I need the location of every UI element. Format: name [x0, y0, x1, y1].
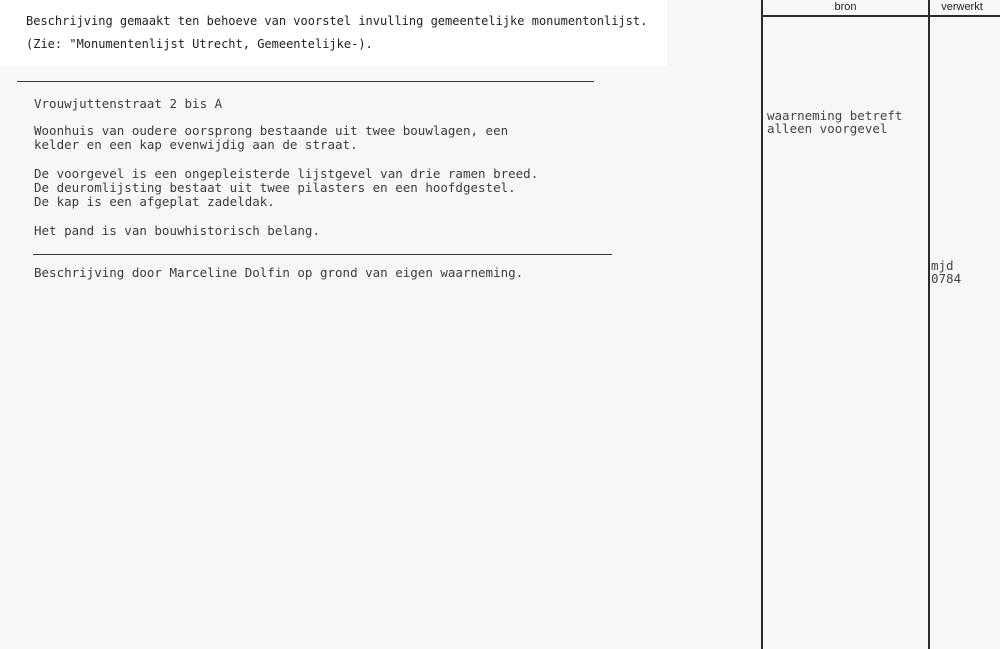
- bron-note-line-1: waarneming betreft: [767, 108, 903, 123]
- top-divider: [17, 81, 594, 82]
- verwerkt-note-line-1: mjd: [931, 258, 954, 273]
- verwerkt-column-header: verwerkt: [941, 1, 983, 13]
- header-strip: [0, 0, 667, 66]
- column-header-rule: [761, 15, 1000, 17]
- bron-column-header: bron: [834, 1, 857, 13]
- description-footer: Beschrijving door Marceline Dolfin op grond van eigen waarneming.: [34, 265, 524, 280]
- para3: Het pand is van bouwhistorisch belang.: [34, 223, 320, 238]
- bron-note-line-2: alleen voorgevel: [767, 121, 888, 136]
- address-title: Vrouwjuttenstraat 2 bis A: [34, 96, 223, 111]
- para2-line-3: De kap is een afgeplat zadeldak.: [34, 194, 275, 209]
- header-line-1: Beschrijving gemaakt ten behoeve van voorstel invulling gemeentelijke monumentonlijst.: [26, 14, 648, 28]
- para2-line-2: De deuromlijsting bestaat uit twee pilasters en een hoofdgestel.: [34, 180, 516, 195]
- para1-line-1: Woonhuis van oudere oorsprong bestaande uit twee bouwlagen, een: [34, 123, 509, 138]
- para2-line-1: De voorgevel is een ongepleisterde lijstgevel van drie ramen breed.: [34, 166, 539, 181]
- para1-line-2: kelder en een kap evenwijdig aan de straat.: [34, 137, 358, 152]
- verwerkt-note-line-2: 0784: [931, 271, 962, 286]
- header-line-2: (Zie: "Monumentenlijst Utrecht, Gemeentelijke-).: [26, 37, 373, 51]
- verwerkt-column-left-border: [928, 0, 930, 649]
- bron-column-left-border: [761, 0, 763, 649]
- bottom-divider: [33, 254, 612, 255]
